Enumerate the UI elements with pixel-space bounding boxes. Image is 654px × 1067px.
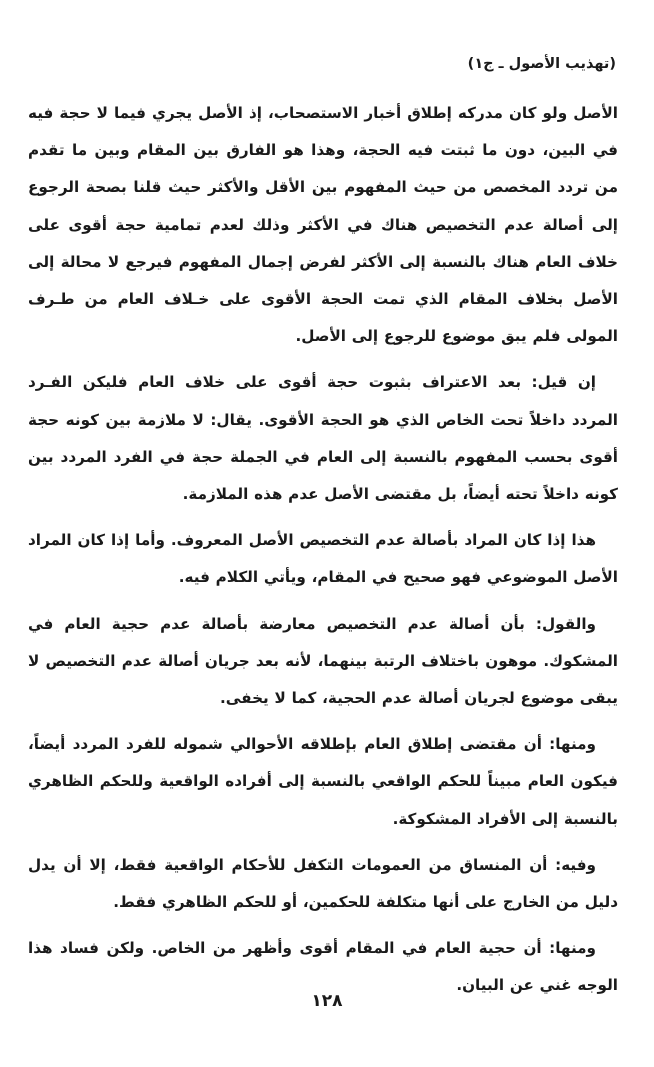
paragraph-objection: إن قيل: بعد الاعتراف بثبوت حجة أقوى على خلاف العام فليكن الفـرد المردد داخلاً تحت الخاص الذي هو الحجة الأقوى. يقال: لا ملازمة بين كونه حجة أقوى بحسب المفهوم بالنسبة إلى العام في الجملة حجة في الفرد المردد بين كونه داخلاً تحته أيضاً، بل مقتضى الأصل عدم هذه الملازمة. <box>28 373 618 504</box>
page-number: ١٢٨ <box>311 991 343 1011</box>
paragraph-among-them-2: ومنها: أن حجية العام في المقام أقوى وأظهر من الخاص. ولكن فساد هذا الوجه غني عن البيان. <box>28 939 618 995</box>
body-text <box>28 95 618 1005</box>
running-header-title: (تهذيب الأصول ـ ج١) <box>467 56 616 72</box>
paragraph-response: وفيه: أن المنساق من العمومات التكفل للأحكام الواقعية فقط، إلا أن يدل دليل من الخارج على أنها متكلفة للحكمين، أو للحكم الظاهري فقط. <box>28 855 618 912</box>
paragraph-clarification: هذا إذا كان المراد بأصالة عدم التخصيص الأصل المعروف. وأما إذا كان المراد الأصل الموضوعي فهو صحيح في المقام، ويأتي الكلام فيه. <box>28 531 618 587</box>
paragraph-saying: والقول: بأن أصالة عدم التخصيص معارضة بأصالة عدم حجية العام في المشكوك. موهون باختلاف الرتبة بينهما، لأنه بعد جريان أصالة عدم التخصيص لا يبقى موضوع لجريان أصالة عدم الحجية، كما لا يخفى. <box>28 614 618 708</box>
paragraph-among-them-1: ومنها: أن مقتضى إطلاق العام بإطلاقه الأحوالي شموله للفرد المردد أيضاً، فيكون العام مبيناً للحكم الواقعي بالنسبة إلى أفراده الواقعية وللحكم الظاهري بالنسبة إلى الأفراد المشكوكة. <box>28 735 618 828</box>
paragraph-continuation: الأصل ولو كان مدركه إطلاق أخبار الاستصحاب، إذ الأصل يجري فيما لا حجة فيه في البين، دون ما ثبتت فيه الحجة، وهذا هو الفارق بين المقام وبين ما تقدم من تردد المخصص من حيث المفهوم بين الأقل والأكثر حيث قلنا بصحة الرجوع إلى أصالة عدم التخصيص هناك في الأكثر وذلك لعدم تمامية حجة أقوى على خلاف العام هناك بالنسبة إلى الأكثر لفرض إجمال المفهوم فيرجع لا محالة إلى الأصل بخلاف المقام الذي تمت الحجة الأقوى على خـلاف العام من طـرف المولى فلم يبق موضوع للرجوع إلى الأصل. <box>28 104 618 346</box>
